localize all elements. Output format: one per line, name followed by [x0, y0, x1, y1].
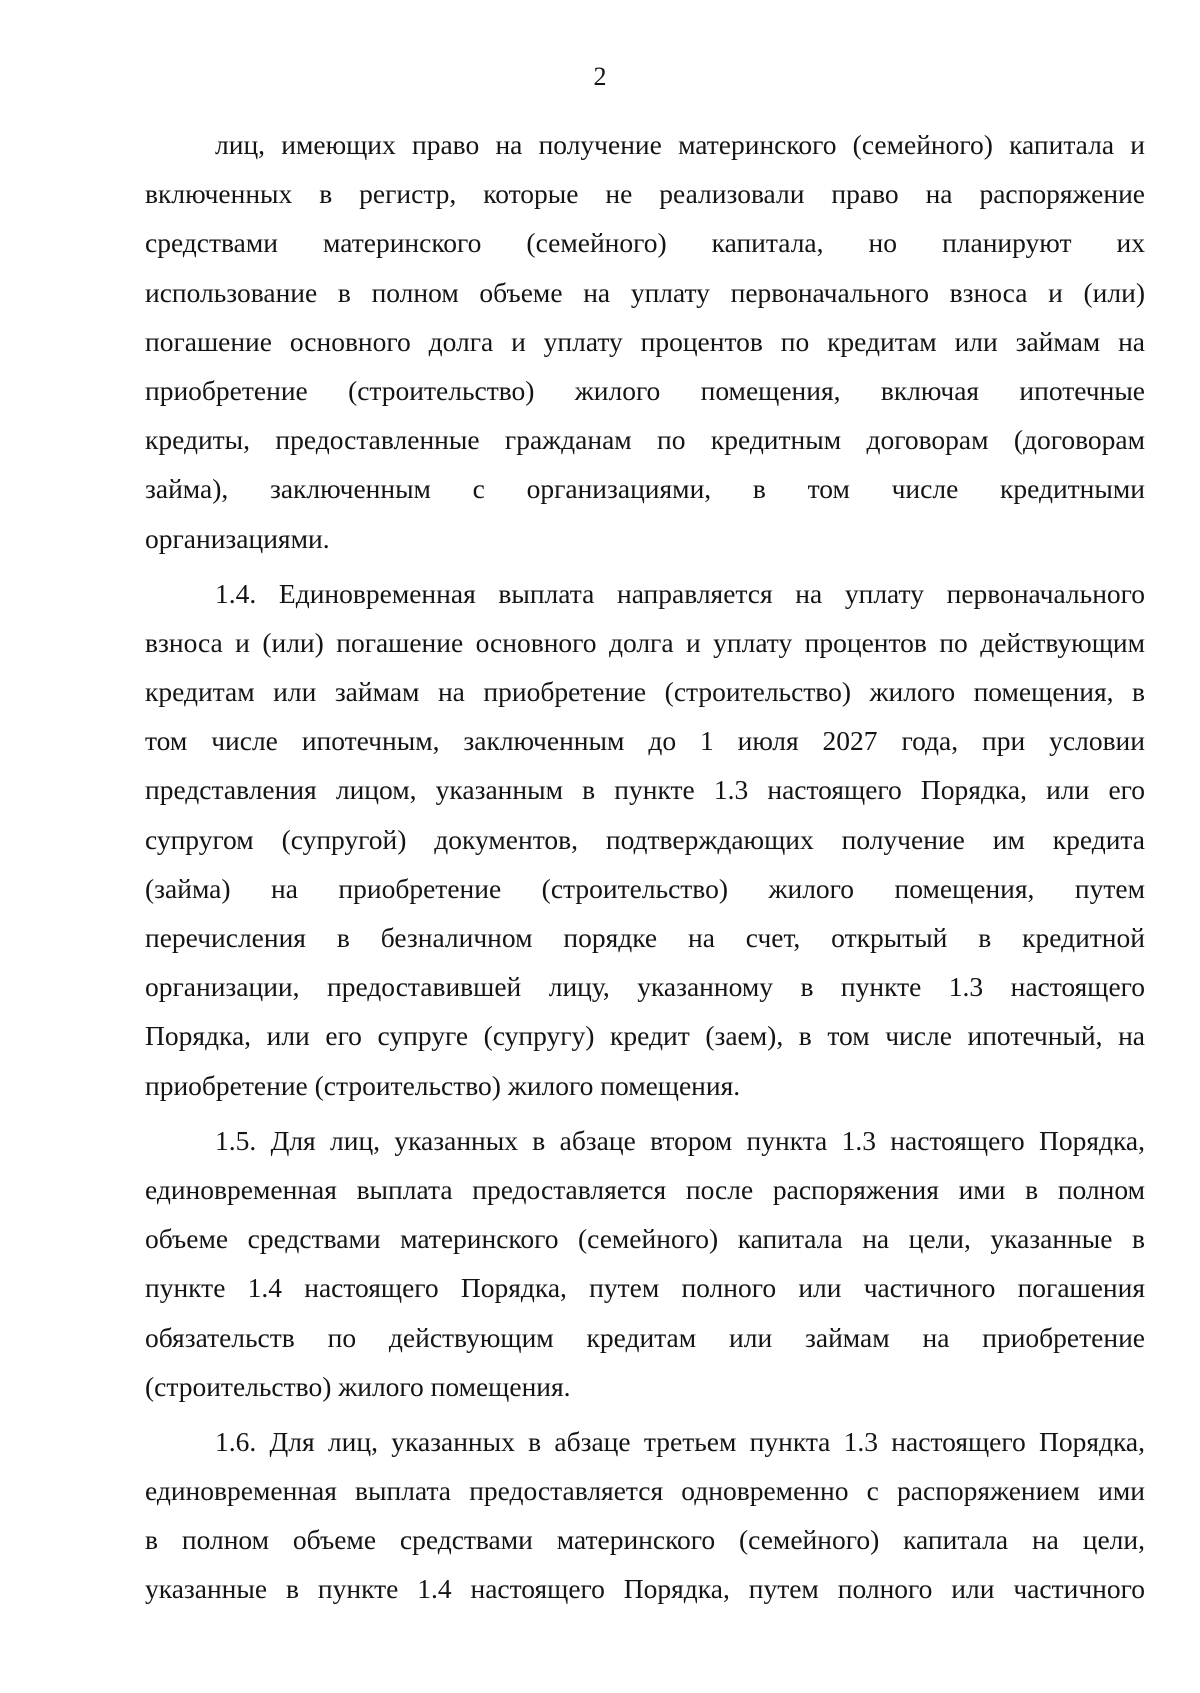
- text-line: в полном объеме средствами материнского (семейного) капитала на цели,: [145, 1524, 1145, 1556]
- text-line: 1.5. Для лиц, указанных в абзаце втором пункта 1.3 настоящего Порядка,: [215, 1124, 1145, 1156]
- text-line: представления лицом, указанным в пункте 1.3 настоящего Порядка, или его: [145, 774, 1145, 806]
- text-line: пункте 1.4 настоящего Порядка, путем полного или частичного погашения: [145, 1272, 1145, 1304]
- paragraph-continuation: [145, 120, 1145, 563]
- text-line: единовременная выплата предоставляется одновременно с распоряжением ими: [145, 1475, 1145, 1507]
- text-line: кредиты, предоставленные гражданам по кредитным договорам (договорам: [145, 424, 1145, 456]
- paragraph-1-4: [145, 569, 1145, 1110]
- text-line: супругом (супругой) документов, подтверждающих получение им кредита: [145, 823, 1145, 855]
- text-line: 1.6. Для лиц, указанных в абзаце третьем пункта 1.3 настоящего Порядка,: [215, 1425, 1145, 1457]
- text-line: кредитам или займам на приобретение (строительство) жилого помещения, в: [145, 676, 1145, 708]
- text-line: (строительство) жилого помещения.: [145, 1370, 571, 1402]
- text-line: использование в полном объеме на уплату первоначального взноса и (или): [145, 276, 1145, 308]
- page-number: 2: [593, 62, 607, 91]
- text-line: единовременная выплата предоставляется после распоряжения ими в полном: [145, 1173, 1145, 1205]
- text-line: погашение основного долга и уплату процентов по кредитам или займам на: [145, 325, 1145, 357]
- text-line: (займа) на приобретение (строительство) жилого помещения, путем: [145, 872, 1145, 904]
- document-body: [145, 120, 1145, 1614]
- paragraph-1-5: [145, 1116, 1145, 1411]
- text-line: включенных в регистр, которые не реализовали право на распоряжение: [145, 178, 1145, 210]
- text-line: средствами материнского (семейного) капитала, но планируют их: [145, 227, 1145, 259]
- text-line: 1.4. Единовременная выплата направляется на уплату первоначального: [215, 577, 1145, 609]
- text-line: приобретение (строительство) жилого помещения.: [145, 1069, 741, 1101]
- text-line: указанные в пункте 1.4 настоящего Порядка, путем полного или частичного: [145, 1573, 1145, 1605]
- text-line: организации, предоставившей лицу, указанному в пункте 1.3 настоящего: [145, 971, 1145, 1003]
- text-line: объеме средствами материнского (семейного) капитала на цели, указанные в: [145, 1223, 1145, 1255]
- text-line: обязательств по действующим кредитам или займам на приобретение: [145, 1321, 1145, 1353]
- text-line: приобретение (строительство) жилого помещения, включая ипотечные: [145, 374, 1145, 406]
- text-line: Порядка, или его супруге (супругу) кредит (заем), в том числе ипотечный, на: [145, 1020, 1145, 1052]
- text-line: перечисления в безналичном порядке на счет, открытый в кредитной: [145, 922, 1145, 953]
- text-line: взноса и (или) погашение основного долга и уплату процентов по действующим: [145, 626, 1145, 658]
- paragraph-1-6: [145, 1417, 1145, 1614]
- text-line: лиц, имеющих право на получение материнского (семейного) капитала и: [215, 129, 1145, 160]
- text-line: организациями.: [145, 522, 330, 554]
- text-line: том числе ипотечным, заключенным до 1 июля 2027 года, при условии: [145, 725, 1145, 757]
- text-line: займа), заключенным с организациями, в том числе кредитными: [145, 473, 1145, 505]
